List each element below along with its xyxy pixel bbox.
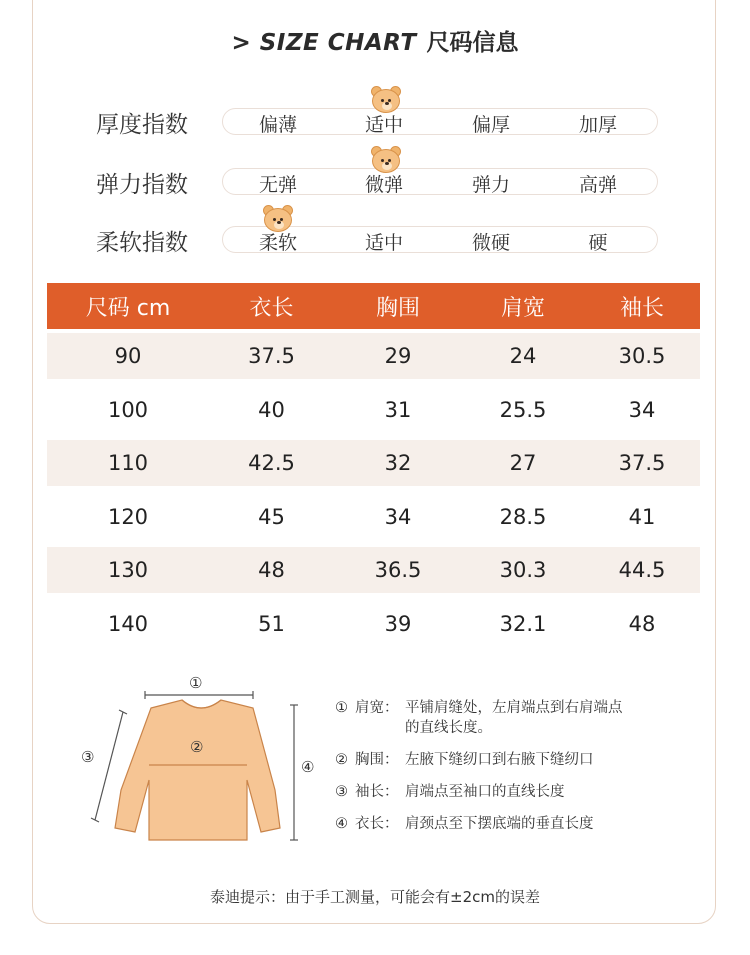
note-key: 胸围： <box>355 752 399 768</box>
marker-length: ④ <box>301 758 315 776</box>
table-cell: 42.5 <box>248 451 295 476</box>
index-label: 厚度指数 <box>96 112 188 138</box>
table-cell: 45 <box>258 504 285 529</box>
table-cell: 100 <box>107 397 149 422</box>
index-option: 偏厚 <box>471 114 510 136</box>
note-chest <box>335 750 695 770</box>
note-sleeve <box>335 782 695 802</box>
table-row <box>47 597 700 650</box>
note-number: ② <box>335 752 348 768</box>
table-cell: 48 <box>258 558 285 583</box>
table-row <box>47 440 700 486</box>
measurement-diagram <box>75 670 335 850</box>
note-text: 平铺肩缝处，左肩端点到右肩端点 <box>405 700 623 716</box>
index-option: 适中 <box>364 114 403 136</box>
table-header-row <box>47 283 700 329</box>
index-option: 加厚 <box>578 114 617 136</box>
index-option: 弹力 <box>471 174 510 196</box>
note-key: 肩宽： <box>355 700 399 716</box>
column-header: 胸围 <box>375 295 420 321</box>
table-cell: 32.1 <box>499 611 547 636</box>
table-cell: 48 <box>628 611 656 636</box>
size-table <box>47 283 700 651</box>
marker-shoulder: ① <box>189 674 203 692</box>
note-number: ① <box>335 700 348 716</box>
index-option: 偏薄 <box>258 114 297 136</box>
table-cell: 140 <box>107 611 149 636</box>
note-text: 肩端点至袖口的直线长度 <box>405 784 565 800</box>
page-title <box>0 24 750 57</box>
measurement-notes <box>335 698 695 846</box>
note-number: ③ <box>335 784 348 800</box>
column-header: 尺码 cm <box>85 295 171 321</box>
marker-sleeve: ③ <box>81 748 95 766</box>
table-cell: 30.3 <box>499 558 547 583</box>
note-key: 袖长： <box>355 784 399 800</box>
elasticity-index-row <box>0 160 750 200</box>
table-row <box>47 383 700 436</box>
table-cell: 25.5 <box>499 397 547 422</box>
table-cell: 90 <box>114 344 142 368</box>
table-cell: 27 <box>509 451 537 476</box>
table-row <box>47 547 700 593</box>
table-cell: 39 <box>384 611 412 636</box>
table-cell: 110 <box>107 451 149 476</box>
column-header: 袖长 <box>619 295 664 321</box>
note-key: 衣长： <box>355 816 399 832</box>
note-shoulder <box>335 698 695 738</box>
note-number: ④ <box>335 816 348 832</box>
softness-index-row <box>0 218 750 258</box>
table-cell: 31 <box>384 397 412 422</box>
index-option: 高弹 <box>578 174 617 196</box>
note-text: 左腋下缝纫口到右腋下缝纫口 <box>405 752 594 768</box>
table-row <box>47 333 700 379</box>
index-option: 硬 <box>588 232 608 254</box>
table-cell: 24 <box>509 344 537 368</box>
index-label: 柔软指数 <box>96 230 188 256</box>
table-cell: 34 <box>384 504 412 529</box>
footer-tip: 泰迪提示：由于手工测量，可能会有±2cm的误差 <box>210 888 540 906</box>
column-header: 衣长 <box>249 295 294 321</box>
note-length <box>335 814 695 834</box>
note-text-line2: 的直线长度。 <box>405 720 492 736</box>
index-option: 微硬 <box>471 232 510 254</box>
index-option: 适中 <box>364 232 403 254</box>
index-label: 弹力指数 <box>96 172 188 198</box>
table-cell: 36.5 <box>374 558 422 583</box>
table-cell: 120 <box>107 504 149 529</box>
column-header: 肩宽 <box>500 295 545 321</box>
table-cell: 130 <box>107 558 149 583</box>
index-option: 微弹 <box>364 174 403 196</box>
note-text: 肩颈点至下摆底端的垂直长度 <box>405 816 594 832</box>
title-en: > SIZE CHART <box>231 30 417 56</box>
table-cell: 51 <box>258 611 285 636</box>
table-cell: 29 <box>384 344 412 368</box>
table-cell: 30.5 <box>618 344 666 368</box>
table-cell: 37.5 <box>618 451 666 476</box>
thickness-index-row <box>0 100 750 140</box>
table-cell: 34 <box>628 397 656 422</box>
index-option: 无弹 <box>258 174 297 196</box>
table-cell: 37.5 <box>248 344 295 368</box>
table-cell: 41 <box>628 504 656 529</box>
table-cell: 28.5 <box>499 504 547 529</box>
title-cn: 尺码信息 <box>426 30 519 56</box>
sweater-illustration <box>75 670 335 850</box>
marker-chest: ② <box>190 738 204 756</box>
table-cell: 40 <box>258 397 285 422</box>
table-row <box>47 490 700 543</box>
table-cell: 32 <box>384 451 412 476</box>
index-option: 柔软 <box>258 232 297 254</box>
table-cell: 44.5 <box>618 558 666 583</box>
